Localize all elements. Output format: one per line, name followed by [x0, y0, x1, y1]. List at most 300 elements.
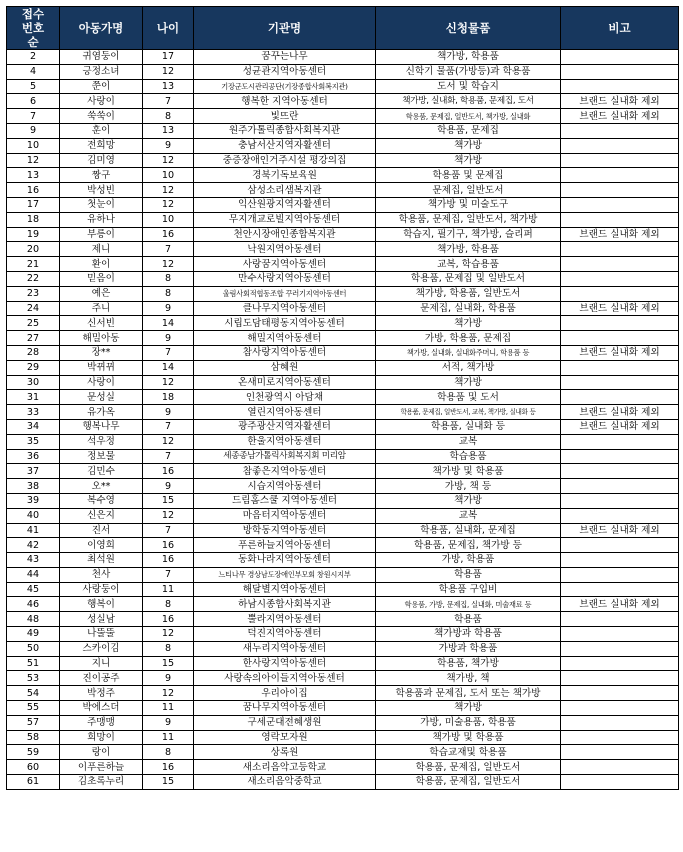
requested-items-cell: 신학기 물품(가방등)과 학용품 [376, 64, 561, 79]
receipt-number-cell: 22 [7, 271, 60, 286]
requested-items-cell: 학용품 [376, 612, 561, 627]
requested-items-cell: 학습용품 [376, 449, 561, 464]
requested-items-cell: 학용품, 가방, 문제집, 실내화, 미술재료 등 [376, 597, 561, 612]
organization-cell: 광주광산지역자활센터 [194, 419, 376, 434]
requested-items-cell: 책가방, 학용품 [376, 50, 561, 65]
receipt-number-cell: 29 [7, 360, 60, 375]
header-child-alias: 아동가명 [60, 7, 143, 50]
note-cell: 브랜드 실내화 제외 [561, 227, 679, 242]
child-alias-cell: 성실남 [60, 612, 143, 627]
table-row [7, 597, 679, 612]
table-row [7, 153, 679, 168]
receipt-number-cell: 46 [7, 597, 60, 612]
child-alias-cell: 나뚤뚤 [60, 627, 143, 642]
receipt-number-cell: 44 [7, 567, 60, 582]
requested-items-cell: 책가방 및 미술도구 [376, 197, 561, 212]
note-cell [561, 331, 679, 346]
age-cell: 13 [143, 123, 194, 138]
age-cell: 11 [143, 730, 194, 745]
note-cell [561, 567, 679, 582]
table-row [7, 464, 679, 479]
note-cell [561, 375, 679, 390]
table-row [7, 301, 679, 316]
table-row [7, 449, 679, 464]
age-cell: 7 [143, 523, 194, 538]
header-receipt-number: 접수 번호순 [7, 7, 60, 50]
header-row [7, 7, 679, 50]
requested-items-cell: 가방, 학용품 [376, 553, 561, 568]
requested-items-cell: 학용품, 문제집 [376, 123, 561, 138]
table-row [7, 715, 679, 730]
child-alias-cell: 해밀아동 [60, 331, 143, 346]
child-alias-cell: 쑥쑥이 [60, 109, 143, 124]
age-cell: 9 [143, 331, 194, 346]
organization-cell: 영락모자원 [194, 730, 376, 745]
requested-items-cell: 학용품과 문제집, 도서 또는 책가방 [376, 686, 561, 701]
table-row [7, 612, 679, 627]
table-row [7, 760, 679, 775]
age-cell: 9 [143, 671, 194, 686]
child-alias-cell: 신은지 [60, 508, 143, 523]
child-alias-cell: 귀염둥이 [60, 50, 143, 65]
receipt-number-cell: 9 [7, 123, 60, 138]
requested-items-cell: 학용품, 문제집, 일반도서, 책가방 [376, 212, 561, 227]
table-row [7, 553, 679, 568]
application-list [6, 6, 679, 790]
child-alias-cell: 박뀌뀌 [60, 360, 143, 375]
table-row [7, 212, 679, 227]
requested-items-cell: 가방, 책 등 [376, 479, 561, 494]
child-alias-cell: 스카이김 [60, 641, 143, 656]
child-alias-cell: 행복나무 [60, 419, 143, 434]
header-organization: 기관명 [194, 7, 376, 50]
age-cell: 12 [143, 375, 194, 390]
requested-items-cell: 학용품 및 도서 [376, 390, 561, 405]
child-alias-cell: 천사 [60, 567, 143, 582]
table-row [7, 375, 679, 390]
requested-items-cell: 학용품, 문제집, 일반도서 [376, 775, 561, 790]
child-alias-cell: 김미영 [60, 153, 143, 168]
child-alias-cell: 신서빈 [60, 316, 143, 331]
child-alias-cell: 문성실 [60, 390, 143, 405]
organization-cell: 우리아이집 [194, 686, 376, 701]
header-age: 나이 [143, 7, 194, 50]
note-cell [561, 138, 679, 153]
age-cell: 11 [143, 701, 194, 716]
requested-items-cell: 책가방 및 학용품 [376, 730, 561, 745]
age-cell: 16 [143, 227, 194, 242]
note-cell [561, 360, 679, 375]
table-row [7, 50, 679, 65]
table-row [7, 523, 679, 538]
table-row [7, 434, 679, 449]
child-alias-cell: 행복이 [60, 597, 143, 612]
requested-items-cell: 교복 [376, 434, 561, 449]
organization-cell: 구세군대전혜생원 [194, 715, 376, 730]
table-row [7, 567, 679, 582]
note-cell [561, 168, 679, 183]
note-cell [561, 79, 679, 94]
child-alias-cell: 부릉이 [60, 227, 143, 242]
requested-items-cell: 학용품 및 문제집 [376, 168, 561, 183]
note-cell [561, 242, 679, 257]
table-row [7, 671, 679, 686]
requested-items-cell: 책가방 [376, 316, 561, 331]
receipt-number-cell: 25 [7, 316, 60, 331]
table-row [7, 538, 679, 553]
requested-items-cell: 학용품, 실내화 등 [376, 419, 561, 434]
note-cell [561, 183, 679, 198]
note-cell [561, 50, 679, 65]
note-cell [561, 538, 679, 553]
organization-cell: 한울지역아동센터 [194, 434, 376, 449]
child-alias-cell: 유가옥 [60, 405, 143, 420]
note-cell [561, 286, 679, 301]
age-cell: 8 [143, 109, 194, 124]
child-alias-cell: 주맹맹 [60, 715, 143, 730]
receipt-number-cell: 35 [7, 434, 60, 449]
note-cell [561, 153, 679, 168]
organization-cell: 세종종남가톨릭사회복지회 미리암 [194, 449, 376, 464]
organization-cell: 익산원광지역자활센터 [194, 197, 376, 212]
organization-cell: 기장군도시관리공단(기장종합사회복지관) [194, 79, 376, 94]
table-row [7, 271, 679, 286]
child-alias-cell: 진서 [60, 523, 143, 538]
receipt-number-cell: 60 [7, 760, 60, 775]
age-cell: 15 [143, 656, 194, 671]
organization-cell: 참좋은지역아동센터 [194, 464, 376, 479]
organization-cell: 해밀지역아동센터 [194, 331, 376, 346]
age-cell: 14 [143, 316, 194, 331]
requested-items-cell: 가방과 학용품 [376, 641, 561, 656]
child-alias-cell: 전희망 [60, 138, 143, 153]
age-cell: 15 [143, 493, 194, 508]
organization-cell: 새소리음악고등학교 [194, 760, 376, 775]
requested-items-cell: 학용품, 문제집, 일반도서, 책가방, 실내화 [376, 109, 561, 124]
table-row [7, 109, 679, 124]
child-alias-cell: 랑이 [60, 745, 143, 760]
age-cell: 8 [143, 641, 194, 656]
receipt-number-cell: 13 [7, 168, 60, 183]
requested-items-cell: 학습교재및 학용품 [376, 745, 561, 760]
table-row [7, 419, 679, 434]
requested-items-cell: 책가방 [376, 138, 561, 153]
table-row [7, 775, 679, 790]
requested-items-cell: 학습지, 필기구, 책가방, 슬리퍼 [376, 227, 561, 242]
organization-cell: 마음터지역아동센터 [194, 508, 376, 523]
child-alias-cell: 주니 [60, 301, 143, 316]
requested-items-cell: 교복, 학습용품 [376, 257, 561, 272]
table-row [7, 79, 679, 94]
receipt-number-cell: 57 [7, 715, 60, 730]
age-cell: 7 [143, 419, 194, 434]
child-alias-cell: 훈이 [60, 123, 143, 138]
table-row [7, 701, 679, 716]
receipt-number-cell: 38 [7, 479, 60, 494]
age-cell: 10 [143, 168, 194, 183]
child-alias-cell: 이영희 [60, 538, 143, 553]
child-alias-cell: 정보물 [60, 449, 143, 464]
table-row [7, 331, 679, 346]
note-cell: 브랜드 실내화 제외 [561, 597, 679, 612]
note-cell [561, 730, 679, 745]
child-alias-cell: 환이 [60, 257, 143, 272]
table-row [7, 168, 679, 183]
note-cell [561, 627, 679, 642]
organization-cell: 한사랑지역아동센터 [194, 656, 376, 671]
receipt-number-cell: 34 [7, 419, 60, 434]
organization-cell: 푸른하늘지역아동센터 [194, 538, 376, 553]
receipt-number-cell: 2 [7, 50, 60, 65]
table-row [7, 227, 679, 242]
age-cell: 12 [143, 627, 194, 642]
table-row [7, 64, 679, 79]
requested-items-cell: 서적, 책가방 [376, 360, 561, 375]
organization-cell: 경북기독보육원 [194, 168, 376, 183]
table-row [7, 197, 679, 212]
requested-items-cell: 학용품, 문제집, 일반도서, 교복, 책가방, 실내화 등 [376, 405, 561, 420]
requested-items-cell: 책가방 및 학용품 [376, 464, 561, 479]
note-cell: 브랜드 실내화 제외 [561, 405, 679, 420]
table-row [7, 316, 679, 331]
table-row [7, 183, 679, 198]
organization-cell: 사랑속의아이들지역아동센터 [194, 671, 376, 686]
organization-cell: 상록원 [194, 745, 376, 760]
requested-items-cell: 책가방, 학용품, 일반도서 [376, 286, 561, 301]
receipt-number-cell: 21 [7, 257, 60, 272]
requested-items-cell: 학용품, 문제집, 책가방 등 [376, 538, 561, 553]
organization-cell: 시립도담태평동지역아동센터 [194, 316, 376, 331]
note-cell [561, 582, 679, 597]
age-cell: 12 [143, 64, 194, 79]
note-cell: 브랜드 실내화 제외 [561, 301, 679, 316]
age-cell: 18 [143, 390, 194, 405]
receipt-number-cell: 37 [7, 464, 60, 479]
receipt-number-cell: 43 [7, 553, 60, 568]
receipt-number-cell: 23 [7, 286, 60, 301]
child-alias-cell: 박에스더 [60, 701, 143, 716]
note-cell [561, 212, 679, 227]
receipt-number-cell: 24 [7, 301, 60, 316]
age-cell: 10 [143, 212, 194, 227]
table-row [7, 257, 679, 272]
requested-items-cell: 학용품, 실내화, 문제집 [376, 523, 561, 538]
receipt-number-cell: 58 [7, 730, 60, 745]
organization-cell: 꿈꾸는나무 [194, 50, 376, 65]
table-row [7, 627, 679, 642]
requested-items-cell: 책가방 [376, 701, 561, 716]
requested-items-cell: 학용품 [376, 567, 561, 582]
note-cell [561, 508, 679, 523]
organization-cell: 무지개교로빌지역아동센터 [194, 212, 376, 227]
child-alias-cell: 제니 [60, 242, 143, 257]
note-cell [561, 316, 679, 331]
requested-items-cell: 책가방, 실내화, 실내화주머니, 학용품 등 [376, 345, 561, 360]
child-alias-cell: 사랑이 [60, 94, 143, 109]
age-cell: 16 [143, 612, 194, 627]
table-row [7, 730, 679, 745]
organization-cell: 삼성소리샘복지관 [194, 183, 376, 198]
child-alias-cell: 석우정 [60, 434, 143, 449]
age-cell: 9 [143, 715, 194, 730]
receipt-number-cell: 4 [7, 64, 60, 79]
age-cell: 12 [143, 508, 194, 523]
receipt-number-cell: 51 [7, 656, 60, 671]
child-alias-cell: 사랑이 [60, 375, 143, 390]
age-cell: 16 [143, 760, 194, 775]
organization-cell: 클나무지역아동센터 [194, 301, 376, 316]
organization-cell: 새소리음악중학교 [194, 775, 376, 790]
organization-cell: 사랑꿈지역아동센터 [194, 257, 376, 272]
note-cell [561, 434, 679, 449]
organization-cell: 천안시장애인종합복지관 [194, 227, 376, 242]
age-cell: 16 [143, 553, 194, 568]
child-alias-cell: 이푸른하늘 [60, 760, 143, 775]
note-cell: 브랜드 실내화 제외 [561, 523, 679, 538]
note-cell [561, 715, 679, 730]
receipt-number-cell: 45 [7, 582, 60, 597]
table-row [7, 405, 679, 420]
age-cell: 7 [143, 94, 194, 109]
note-cell [561, 686, 679, 701]
requested-items-cell: 문제집, 일반도서 [376, 183, 561, 198]
age-cell: 7 [143, 242, 194, 257]
requested-items-cell: 학용품, 문제집 및 일반도서 [376, 271, 561, 286]
age-cell: 8 [143, 271, 194, 286]
receipt-number-cell: 7 [7, 109, 60, 124]
age-cell: 8 [143, 286, 194, 301]
note-cell [561, 257, 679, 272]
organization-cell: 느티나무 경상남도장애인부모회 창원시지부 [194, 567, 376, 582]
applicant-table [6, 6, 679, 790]
note-cell [561, 671, 679, 686]
note-cell [561, 271, 679, 286]
requested-items-cell: 책가방과 학용품 [376, 627, 561, 642]
receipt-number-cell: 18 [7, 212, 60, 227]
organization-cell: 낙원지역아동센터 [194, 242, 376, 257]
table-row [7, 286, 679, 301]
receipt-number-cell: 33 [7, 405, 60, 420]
age-cell: 7 [143, 449, 194, 464]
organization-cell: 뿔라지역아동센터 [194, 612, 376, 627]
child-alias-cell: 최석원 [60, 553, 143, 568]
organization-cell: 온새미로지역아동센터 [194, 375, 376, 390]
requested-items-cell: 문제집, 실내화, 학용품 [376, 301, 561, 316]
organization-cell: 방학동지역아동센터 [194, 523, 376, 538]
organization-cell: 성균관지역아동센터 [194, 64, 376, 79]
note-cell [561, 656, 679, 671]
requested-items-cell: 책가방 [376, 153, 561, 168]
table-row [7, 686, 679, 701]
organization-cell: 해달별지역아동센터 [194, 582, 376, 597]
child-alias-cell: 희망이 [60, 730, 143, 745]
age-cell: 11 [143, 582, 194, 597]
requested-items-cell: 도서 및 학습지 [376, 79, 561, 94]
table-row [7, 138, 679, 153]
age-cell: 12 [143, 197, 194, 212]
organization-cell: 열린지역아동센터 [194, 405, 376, 420]
note-cell [561, 612, 679, 627]
age-cell: 12 [143, 153, 194, 168]
table-row [7, 242, 679, 257]
age-cell: 15 [143, 775, 194, 790]
age-cell: 8 [143, 745, 194, 760]
table-row [7, 360, 679, 375]
requested-items-cell: 학용품, 책가방 [376, 656, 561, 671]
receipt-number-cell: 48 [7, 612, 60, 627]
child-alias-cell: 박성빈 [60, 183, 143, 198]
note-cell [561, 493, 679, 508]
table-row [7, 94, 679, 109]
organization-cell: 원주가톨릭종합사회복지관 [194, 123, 376, 138]
organization-cell: 삼혜원 [194, 360, 376, 375]
child-alias-cell: 첫눈이 [60, 197, 143, 212]
organization-cell: 시습지역아동센터 [194, 479, 376, 494]
child-alias-cell: 예은 [60, 286, 143, 301]
requested-items-cell: 학용품 구입비 [376, 582, 561, 597]
requested-items-cell: 책가방, 학용품 [376, 242, 561, 257]
age-cell: 12 [143, 686, 194, 701]
note-cell [561, 760, 679, 775]
receipt-number-cell: 53 [7, 671, 60, 686]
note-cell [561, 553, 679, 568]
receipt-number-cell: 6 [7, 94, 60, 109]
table-row [7, 493, 679, 508]
receipt-number-cell: 39 [7, 493, 60, 508]
organization-cell: 하남시종합사회복지관 [194, 597, 376, 612]
organization-cell: 울림사회적협동조합 꾸러기지역아동센터 [194, 286, 376, 301]
receipt-number-cell: 36 [7, 449, 60, 464]
organization-cell: 인천광역시 아담채 [194, 390, 376, 405]
requested-items-cell: 책가방, 실내화, 학용품, 문제집, 도서 [376, 94, 561, 109]
age-cell: 7 [143, 567, 194, 582]
receipt-number-cell: 55 [7, 701, 60, 716]
requested-items-cell: 교복 [376, 508, 561, 523]
age-cell: 9 [143, 405, 194, 420]
age-cell: 12 [143, 434, 194, 449]
requested-items-cell: 가방, 학용품, 문제집 [376, 331, 561, 346]
organization-cell: 덕진지역아동센터 [194, 627, 376, 642]
receipt-number-cell: 31 [7, 390, 60, 405]
requested-items-cell: 학용품, 문제집, 일반도서 [376, 760, 561, 775]
receipt-number-cell: 27 [7, 331, 60, 346]
note-cell: 브랜드 실내화 제외 [561, 419, 679, 434]
note-cell: 브랜드 실내화 제외 [561, 345, 679, 360]
receipt-number-cell: 54 [7, 686, 60, 701]
organization-cell: 참사랑지역아동센터 [194, 345, 376, 360]
child-alias-cell: 진이공주 [60, 671, 143, 686]
note-cell: 브랜드 실내화 제외 [561, 109, 679, 124]
receipt-number-cell: 41 [7, 523, 60, 538]
age-cell: 17 [143, 50, 194, 65]
child-alias-cell: 짱구 [60, 168, 143, 183]
age-cell: 13 [143, 79, 194, 94]
note-cell [561, 745, 679, 760]
table-body [7, 50, 679, 790]
note-cell [561, 197, 679, 212]
table-row [7, 745, 679, 760]
note-cell [561, 641, 679, 656]
age-cell: 7 [143, 345, 194, 360]
receipt-number-cell: 20 [7, 242, 60, 257]
child-alias-cell: 믿음이 [60, 271, 143, 286]
note-cell [561, 464, 679, 479]
note-cell [561, 449, 679, 464]
age-cell: 9 [143, 138, 194, 153]
note-cell [561, 390, 679, 405]
receipt-number-cell: 17 [7, 197, 60, 212]
organization-cell: 빛뜨란 [194, 109, 376, 124]
